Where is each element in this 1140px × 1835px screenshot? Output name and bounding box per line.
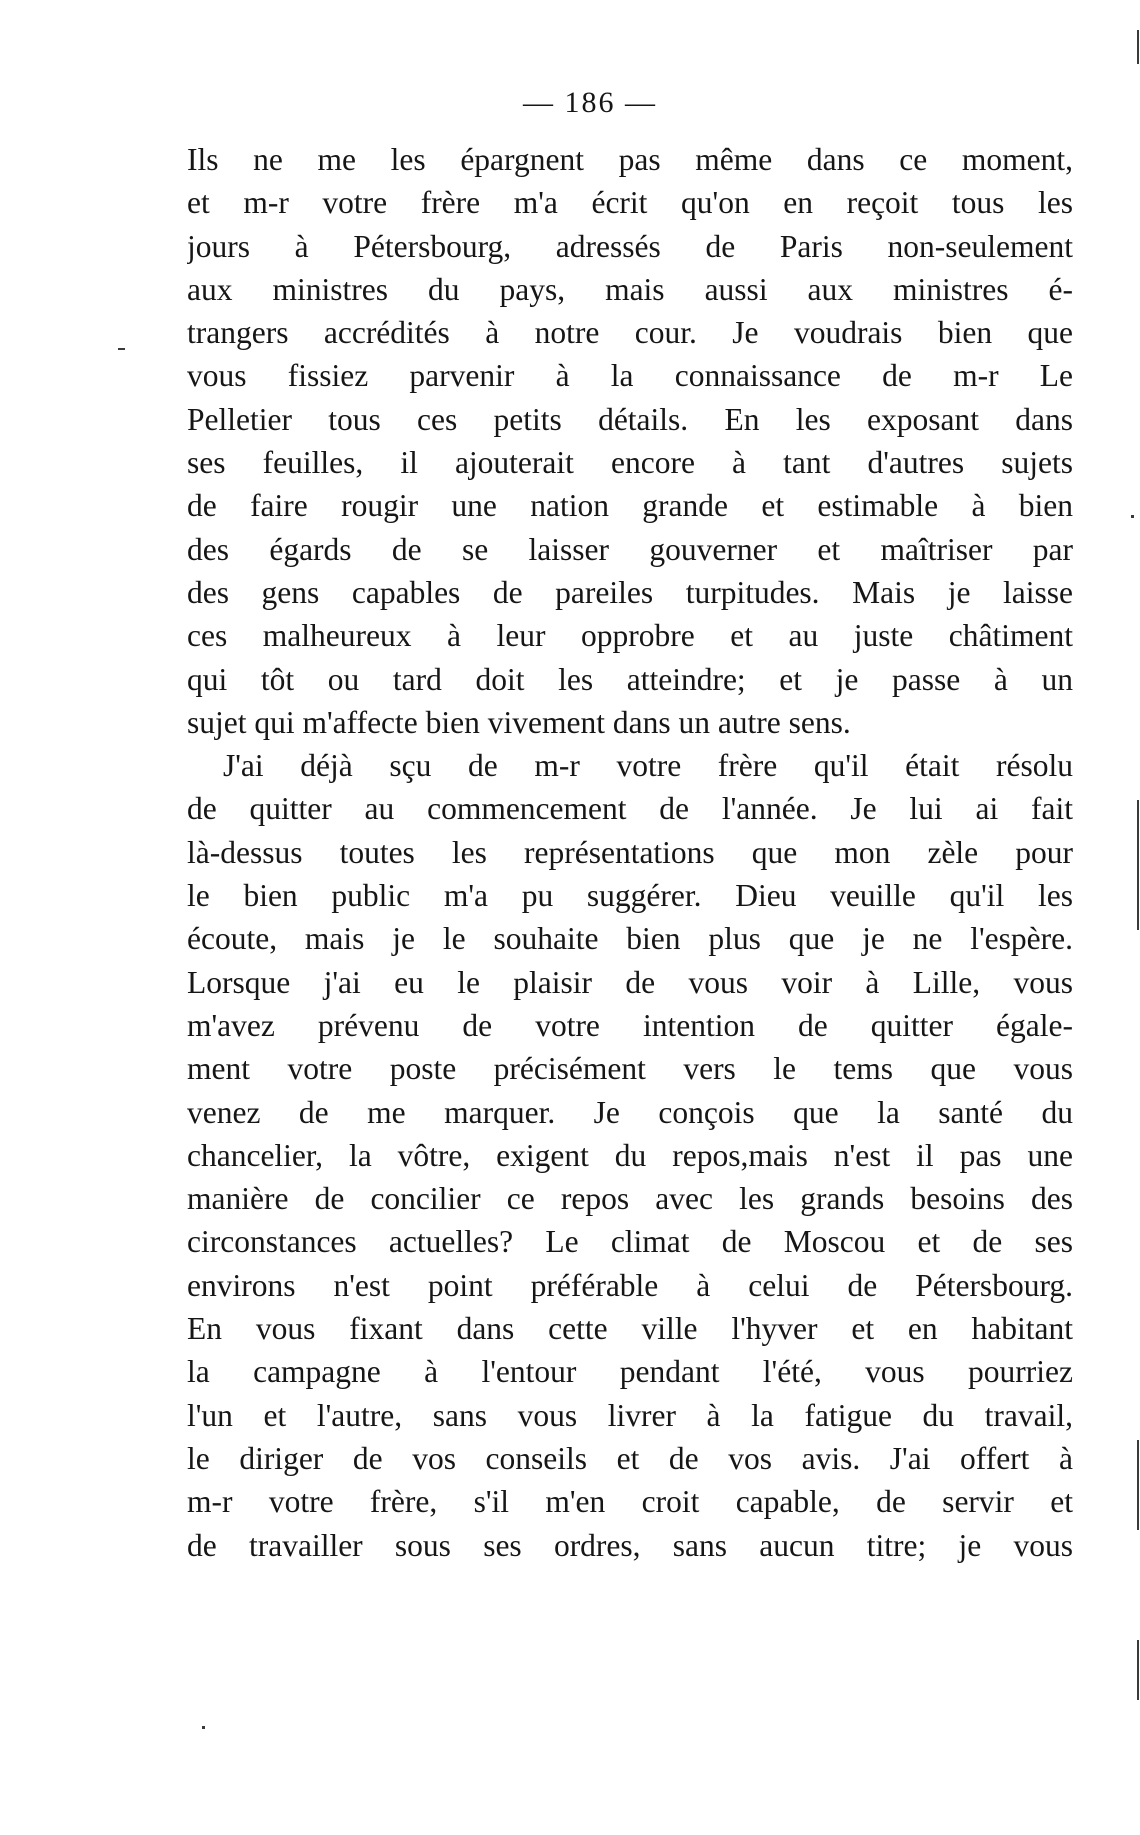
scan-mark [1137, 1640, 1139, 1700]
scan-mark [1137, 30, 1139, 64]
text-line: vous fissiez parvenir à la connaissance de m-r Le [187, 358, 1073, 394]
text-line: trangers accrédités à notre cour. Je voudrais bien que [187, 315, 1073, 351]
text-line: et m-r votre frère m'a écrit qu'on en reçoit tous les [187, 185, 1073, 221]
text-line: des gens capables de pareiles turpitudes. Mais je laisse [187, 574, 1073, 610]
text-line: ses feuilles, il ajouterait encore à tant d'autres sujets [187, 445, 1073, 481]
text-line: Pelletier tous ces petits détails. En les exposant dans [187, 401, 1073, 437]
text-line: manière de concilier ce repos avec les grands besoins des [187, 1181, 1073, 1217]
text-line: m'avez prévenu de votre intention de quitter égale- [187, 1007, 1073, 1043]
text-line: m-r votre frère, s'il m'en croit capable, de servir et [187, 1484, 1073, 1520]
body-text [187, 138, 1073, 1567]
text-line: sujet qui m'affecte bien vivement dans un autre sens. [187, 704, 851, 740]
text-line: des égards de se laisser gouverner et maîtriser par [187, 531, 1073, 567]
scan-mark [1137, 800, 1139, 930]
scan-mark [1137, 1440, 1139, 1530]
text-line: chancelier, la vôtre, exigent du repos,mais n'est il pas une [187, 1137, 1073, 1173]
text-line: là-dessus toutes les représentations que mon zèle pour [187, 834, 1073, 870]
text-line: J'ai déjà sçu de m-r votre frère qu'il était résolu [223, 748, 1073, 784]
scan-mark [118, 348, 125, 350]
text-line: aux ministres du pays, mais aussi aux ministres é- [187, 271, 1073, 307]
scan-mark [1131, 515, 1134, 518]
scan-mark [202, 1726, 205, 1729]
text-line: de travailler sous ses ordres, sans aucun titre; je vous [187, 1527, 1073, 1563]
text-line: jours à Pétersbourg, adressés de Paris non-seulement [187, 228, 1073, 264]
text-line: qui tôt ou tard doit les atteindre; et je passe à un [187, 661, 1073, 697]
text-line: écoute, mais je le souhaite bien plus que je ne l'espère. [187, 921, 1073, 957]
text-line: circonstances actuelles? Le climat de Moscou et de ses [187, 1224, 1073, 1260]
text-line: ment votre poste précisément vers le tems que vous [187, 1051, 1073, 1087]
page-number: — 186 — [523, 86, 657, 119]
text-line: de faire rougir une nation grande et estimable à bien [187, 488, 1073, 524]
text-line: le bien public m'a pu suggérer. Dieu veuille qu'il les [187, 878, 1073, 914]
text-line: environs n'est point préférable à celui de Pétersbourg. [187, 1267, 1073, 1303]
text-line: le diriger de vos conseils et de vos avis. J'ai offert à [187, 1440, 1073, 1476]
text-line: la campagne à l'entour pendant l'été, vous pourriez [187, 1354, 1073, 1390]
text-line: Lorsque j'ai eu le plaisir de vous voir à Lille, vous [187, 964, 1073, 1000]
text-line: ces malheureux à leur opprobre et au juste châtiment [187, 618, 1073, 654]
text-line: venez de me marquer. Je conçois que la santé du [187, 1094, 1073, 1130]
text-line: Ils ne me les épargnent pas même dans ce moment, [187, 142, 1073, 177]
text-line: de quitter au commencement de l'année. Je lui ai fait [187, 791, 1073, 827]
text-line: En vous fixant dans cette ville l'hyver et en habitant [187, 1311, 1073, 1347]
text-line: l'un et l'autre, sans vous livrer à la fatigue du travail, [187, 1397, 1073, 1433]
